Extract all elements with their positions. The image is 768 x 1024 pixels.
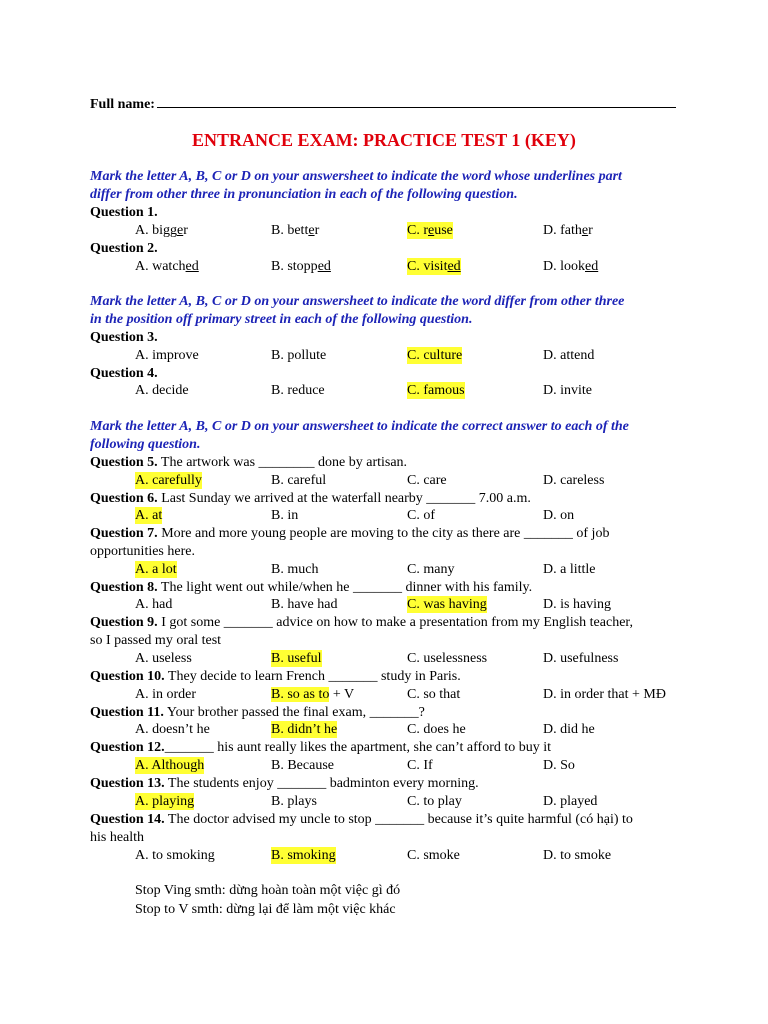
q3-option-d: D. attend xyxy=(543,348,595,363)
q5-option-d: D. careless xyxy=(543,473,605,488)
q3-option-b: B. pollute xyxy=(271,348,327,363)
q6-option-a-answer: A. at xyxy=(135,508,163,523)
q8-stem: Question 8. The light went out while/when he _______ dinner with his family. xyxy=(90,580,533,595)
q10-option-c: C. so that xyxy=(407,687,461,702)
q13-option-b: B. plays xyxy=(271,794,317,809)
note-stop-to-v: Stop to V smth: dừng lại để làm một việc khác xyxy=(135,902,396,917)
q3-option-a: A. improve xyxy=(135,348,199,363)
q1-option-b: B. better xyxy=(271,223,320,238)
q7-option-c: C. many xyxy=(407,562,455,577)
q2-option-b: B. stopped xyxy=(271,259,331,274)
q4-option-b: B. reduce xyxy=(271,383,325,398)
q3-label: Question 3. xyxy=(90,330,158,345)
q11-option-c: C. does he xyxy=(407,722,466,737)
section3-instruction-line1: Mark the letter A, B, C or D on your answersheet to indicate the correct answer to each of the xyxy=(90,419,629,434)
q4-option-d: D. invite xyxy=(543,383,592,398)
q14-option-b-answer: B. smoking xyxy=(271,848,336,863)
q7-option-b: B. much xyxy=(271,562,319,577)
fullname-line xyxy=(90,94,676,113)
fullname-blank xyxy=(157,94,676,108)
q1-option-a: A. bigger xyxy=(135,223,188,238)
q6-option-d: D. on xyxy=(543,508,575,523)
q6-option-b: B. in xyxy=(271,508,299,523)
q13-option-d: D. played xyxy=(543,794,598,809)
q9-option-b-answer: B. useful xyxy=(271,651,322,666)
q10-option-a: A. in order xyxy=(135,687,197,702)
q6-option-c: C. of xyxy=(407,508,435,523)
q14-option-d: D. to smoke xyxy=(543,848,612,863)
q4-option-a: A. decide xyxy=(135,383,189,398)
q10-option-b-answer: B. so as to + V xyxy=(271,687,355,702)
q2-label: Question 2. xyxy=(90,241,158,256)
q11-stem: Question 11. Your brother passed the final exam, _______? xyxy=(90,705,425,720)
section1-instruction-line2: differ from other three in pronunciation in each of the following question. xyxy=(90,187,518,202)
note-stop-ving: Stop Ving smth: dừng hoàn toàn một việc gì đó xyxy=(135,883,401,898)
q11-option-a: A. doesn’t he xyxy=(135,722,210,737)
q1-option-c-answer: C. reuse xyxy=(407,223,453,238)
section1-instruction-line1: Mark the letter A, B, C or D on your answersheet to indicate the word whose underlines part xyxy=(90,169,622,184)
q7-option-d: D. a little xyxy=(543,562,596,577)
q14-option-c: C. smoke xyxy=(407,848,460,863)
q1-label: Question 1. xyxy=(90,205,158,220)
q2-option-d: D. looked xyxy=(543,259,599,274)
section2-instruction-line2: in the position off primary street in each of the following question. xyxy=(90,312,473,327)
q9-stem-line2: so I passed my oral test xyxy=(90,633,222,648)
q14-option-a: A. to smoking xyxy=(135,848,215,863)
q12-option-d: D. So xyxy=(543,758,575,773)
q5-option-b: B. careful xyxy=(271,473,327,488)
q4-label: Question 4. xyxy=(90,366,158,381)
q5-stem: Question 5. The artwork was ________ done by artisan. xyxy=(90,455,408,470)
q12-option-a-answer: A. Although xyxy=(135,758,205,773)
page-title: ENTRANCE EXAM: PRACTICE TEST 1 (KEY) xyxy=(192,130,576,150)
q12-option-b: B. Because xyxy=(271,758,334,773)
fullname-label: Full name: xyxy=(90,97,155,112)
q13-stem: Question 13. The students enjoy _______ badminton every morning. xyxy=(90,776,479,791)
q4-option-c-answer: C. famous xyxy=(407,383,465,398)
q7-option-a-answer: A. a lot xyxy=(135,562,177,577)
q8-option-d: D. is having xyxy=(543,597,612,612)
q10-stem: Question 10. They decide to learn French _______ study in Paris. xyxy=(90,669,461,684)
q2-option-c-answer: C. visited xyxy=(407,259,461,274)
q8-option-b: B. have had xyxy=(271,597,338,612)
q1-option-d: D. father xyxy=(543,223,593,238)
q11-option-d: D. did he xyxy=(543,722,595,737)
section3-instruction-line2: following question. xyxy=(90,437,201,452)
q7-stem-line1: Question 7. More and more young people are moving to the city as there are _______ of job xyxy=(90,526,610,541)
q9-option-c: C. uselessness xyxy=(407,651,488,666)
q14-stem-line1: Question 14. The doctor advised my uncle to stop _______ because it’s quite harmful (có hại) to xyxy=(90,812,633,827)
q12-stem: Question 12._______ his aunt really likes the apartment, she can’t afford to buy it xyxy=(90,740,552,755)
q9-option-d: D. usefulness xyxy=(543,651,619,666)
q14-stem-line2: his health xyxy=(90,830,145,845)
q9-stem-line1: Question 9. I got some _______ advice on how to make a presentation from my English teacher, xyxy=(90,615,634,630)
q2-option-a: A. watched xyxy=(135,259,199,274)
q5-option-a-answer: A. carefully xyxy=(135,473,202,488)
section2-instruction-line1: Mark the letter A, B, C or D on your answersheet to indicate the word differ from other three xyxy=(90,294,625,309)
q5-option-c: C. care xyxy=(407,473,447,488)
q12-option-c: C. If xyxy=(407,758,433,773)
q9-option-a: A. useless xyxy=(135,651,192,666)
q8-option-c-answer: C. was having xyxy=(407,597,487,612)
q10-option-d: D. in order that + MĐ xyxy=(543,687,666,702)
q11-option-b-answer: B. didn’t he xyxy=(271,722,338,737)
q13-option-c: C. to play xyxy=(407,794,462,809)
q8-option-a: A. had xyxy=(135,597,173,612)
q7-stem-line2: opportunities here. xyxy=(90,544,195,559)
q6-stem: Question 6. Last Sunday we arrived at the waterfall nearby _______ 7.00 a.m. xyxy=(90,491,531,506)
q13-option-a-answer: A. playing xyxy=(135,794,195,809)
q3-option-c-answer: C. culture xyxy=(407,348,463,363)
